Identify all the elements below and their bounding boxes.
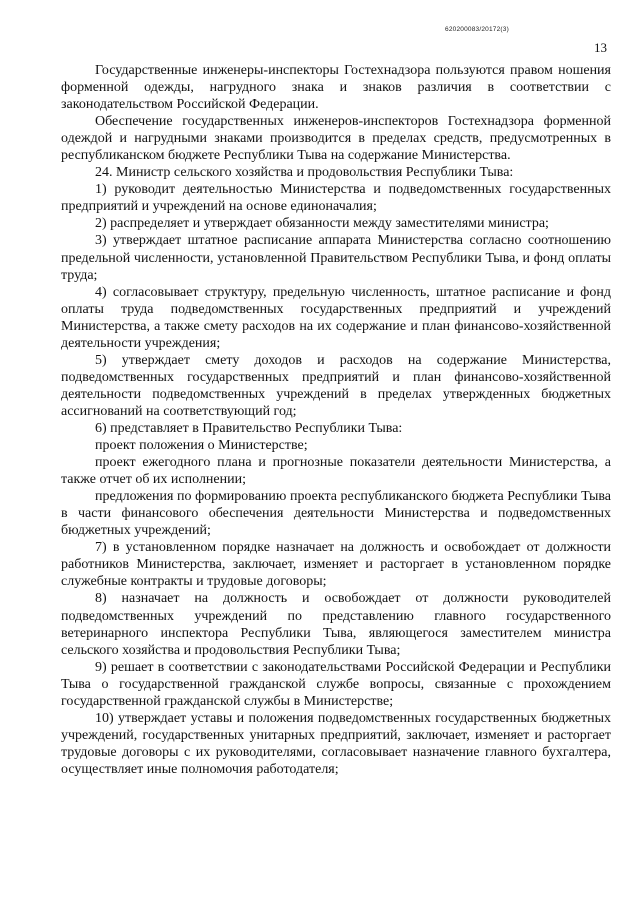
list-item: 9) решает в соответствии с законодательствами Российской Федерации и Республики Тыва о государственной гражданской службе вопросы, связанные с прохождением государственной гражданской службы в Министерстве; <box>61 659 611 709</box>
list-item: 5) утверждает смету доходов и расходов на содержание Министерства, подведомственных государственных предприятий и план финансово-хозяйственной деятельности подведомственных учреждений в пределах утвержденных бюджетных ассигнований на соответствующий год; <box>61 352 611 419</box>
list-item: 2) распределяет и утверждает обязанности между заместителями министра; <box>95 216 549 232</box>
sub-item: проект положения о Министерстве; <box>95 438 308 454</box>
sub-item: проект ежегодного плана и прогнозные показатели деятельности Министерства, а также отчет об их исполнении; <box>61 455 611 488</box>
paragraph: 24. Министр сельского хозяйства и продовольствия Республики Тыва: <box>95 165 514 181</box>
list-item: 10) утверждает уставы и положения подведомственных государственных бюджетных учреждений, государственных унитарных предприятий, заключает, изменяет и расторгает трудовые договоры с их руководителями, согласовывает назначение главного бухгалтера, осуществляет иные полномочия работодателя; <box>61 710 611 777</box>
list-item: 3) утверждает штатное расписание аппарата Министерства согласно соотношению предельной численности, установленной Правительством Республики Тыва, и фонд оплаты труда; <box>61 233 611 283</box>
list-item: 1) руководит деятельностью Министерства и подведомственных государственных предприятий и учреждений на основе единоначалия; <box>61 182 611 215</box>
page-number: 13 <box>594 40 607 55</box>
document-body <box>61 62 611 778</box>
list-item: 8) назначает на должность и освобождает от должности руководителей подведомственных учреждений по представлению главного государственного ветеринарного инспектора Республики Тыва, являющегося заместителем министра сельского хозяйства и продовольствия Республики Тыва; <box>61 591 611 658</box>
document-code: 620200083/20172(3) <box>445 26 509 33</box>
list-item: 6) представляет в Правительство Республики Тыва: <box>95 420 403 436</box>
paragraph: Обеспечение государственных инженеров-инспекторов Гостехнадзора форменной одеждой и нагрудными знаками производится в пределах средств, предусмотренных в республиканском бюджете Республики Тыва на содержание Министерства. <box>61 114 611 164</box>
list-item: 7) в установленном порядке назначает на должность и освобождает от должности работников Министерства, заключает, изменяет и расторгает в установленном порядке служебные контракты и трудовые договоры; <box>61 540 611 590</box>
list-item: 4) согласовывает структуру, предельную численность, штатное расписание и фонд оплаты труда подведомственных государственных предприятий и учреждений Министерства, а также смету расходов на их содержание и план финансово-хозяйственной деятельности учреждения; <box>61 284 611 351</box>
sub-item: предложения по формированию проекта республиканского бюджета Республики Тыва в части финансового обеспечения деятельности Министерства и подведомственных бюджетных учреждений; <box>61 489 611 539</box>
paragraph: Государственные инженеры-инспекторы Гостехнадзора пользуются правом ношения форменной одежды, нагрудного знака и знаков различия в соответствии с законодательством Российской Федерации. <box>61 63 611 113</box>
